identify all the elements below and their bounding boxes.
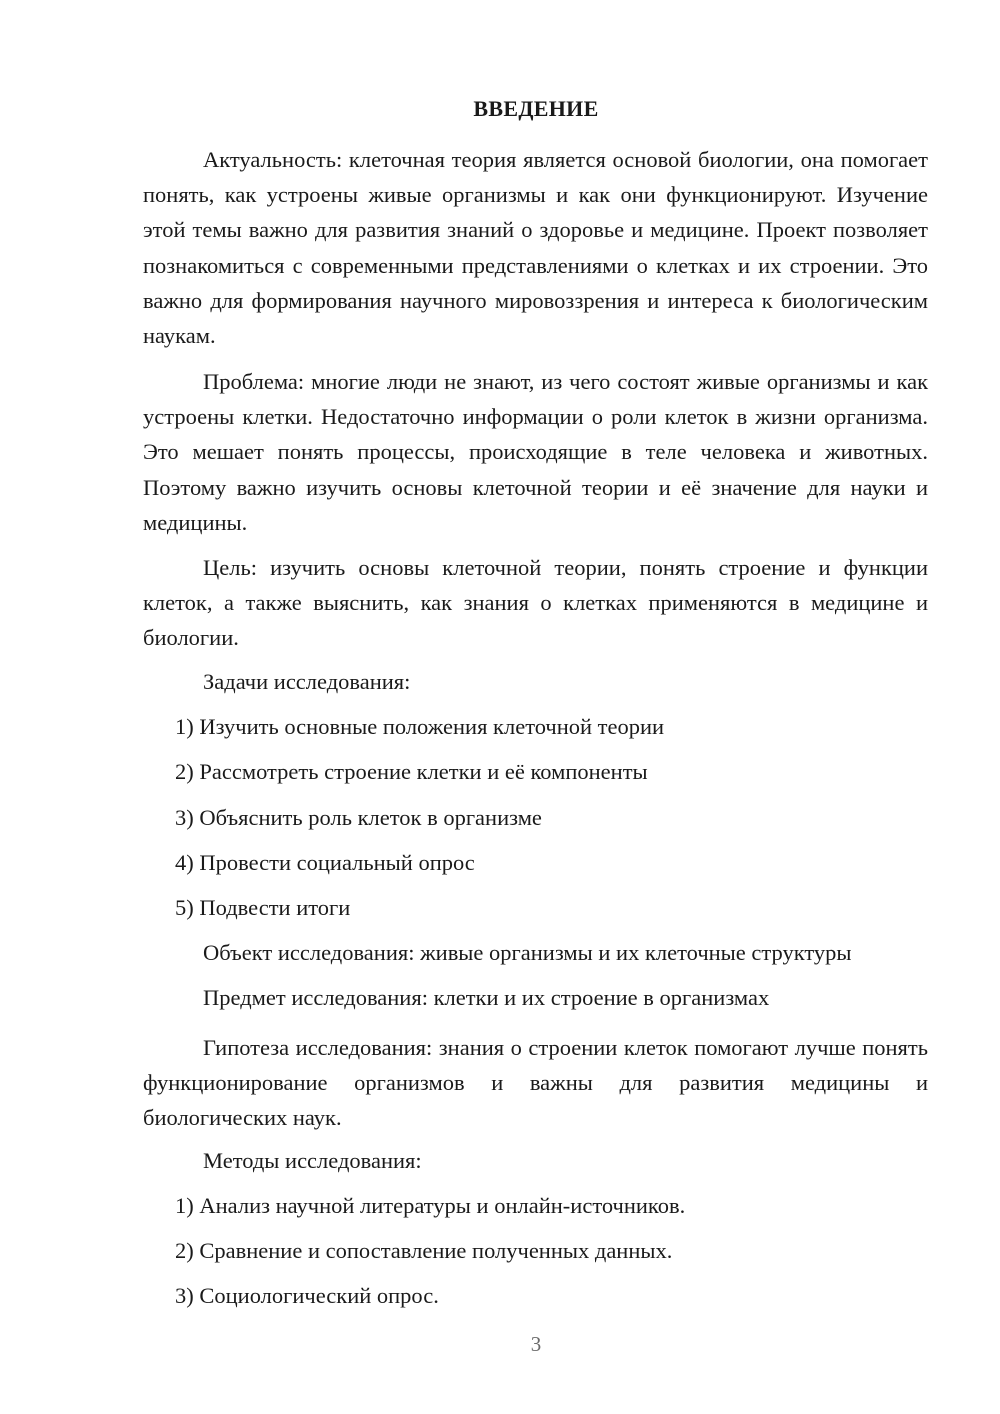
- task-item: 3) Объяснить роль клеток в организме: [175, 805, 542, 830]
- task-item: 1) Изучить основные положения клеточной теории: [175, 714, 665, 739]
- relevance-paragraph: [143, 142, 928, 353]
- research-subject: Предмет исследования: клетки и их строение в организмах: [203, 985, 770, 1010]
- goal-paragraph: [143, 550, 928, 656]
- tasks-heading: Задачи исследования:: [203, 669, 411, 694]
- relevance-text: Актуальность: клеточная теория является основой биологии, она помогает понять, как устроены живые организмы и как они функционируют. Изучение этой темы важно для развития знаний о здоровье и медицине. Проект позволяет познакомиться с современными представлениями о клетках и их строении. Это важно для формирования научного мировоззрения и интереса к биологическим наукам.: [143, 147, 928, 349]
- problem-text: Проблема: многие люди не знают, из чего состоят живые организмы и как устроены клетки. Недостаточно информации о роли клеток в жизни организма. Это мешает понять процессы, происходящие в теле человека и животных. Поэтому важно изучить основы клеточной теории и её значение для науки и медицины.: [143, 369, 928, 535]
- goal-text: Цель: изучить основы клеточной теории, понять строение и функции клеток, а также выяснить, как знания о клетках применяются в медицине и биологии.: [143, 555, 928, 651]
- task-item: 2) Рассмотреть строение клетки и её компоненты: [175, 759, 648, 784]
- method-item: 3) Социологический опрос.: [175, 1283, 439, 1308]
- research-object: Объект исследования: живые организмы и их клеточные структуры: [203, 940, 852, 965]
- method-item: 1) Анализ научной литературы и онлайн-источников.: [175, 1193, 686, 1218]
- hypothesis-text: Гипотеза исследования: знания о строении клеток помогают лучше понять функционирование организмов и важны для развития медицины и биологических наук.: [143, 1035, 928, 1131]
- page-title: ВВЕДЕНИЕ: [473, 96, 599, 121]
- task-item: 5) Подвести итоги: [175, 895, 351, 920]
- task-item: 4) Провести социальный опрос: [175, 850, 475, 875]
- method-item: 2) Сравнение и сопоставление полученных данных.: [175, 1238, 673, 1263]
- hypothesis-paragraph: [143, 1030, 928, 1136]
- page-number: 3: [530, 1332, 542, 1356]
- problem-paragraph: [143, 364, 928, 540]
- methods-heading: Методы исследования:: [203, 1148, 422, 1173]
